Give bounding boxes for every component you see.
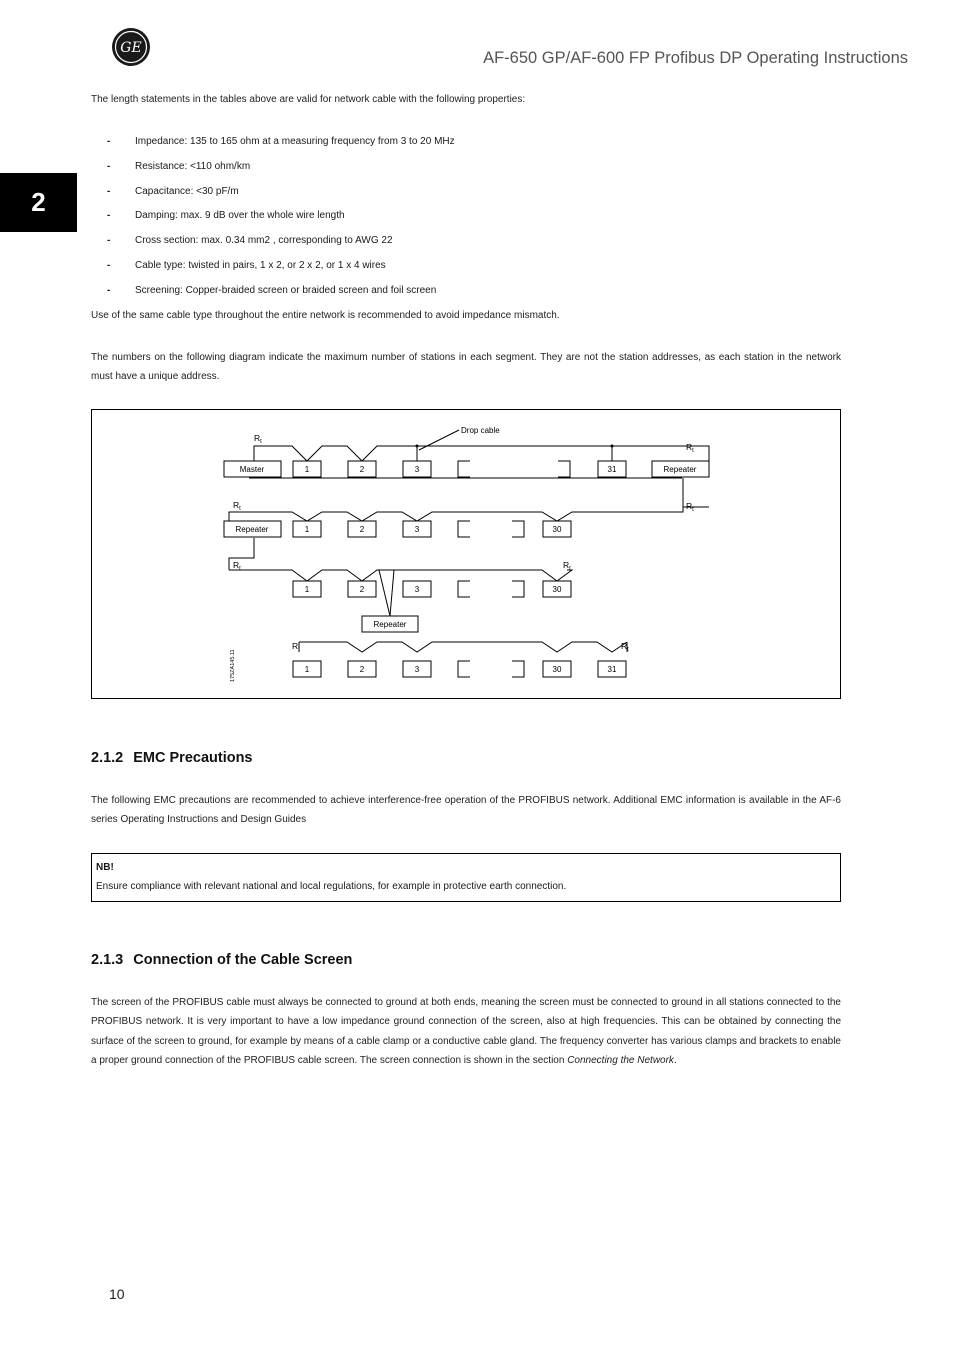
station-label: 30 [552, 525, 562, 534]
drop-cable-label: Drop cable [461, 426, 500, 435]
list-item [91, 206, 791, 231]
station-label: 30 [552, 585, 562, 594]
list-item [91, 132, 791, 157]
bullet-marker: - [107, 160, 111, 172]
bullet-marker: - [107, 210, 111, 222]
page-number: 10 [109, 1286, 125, 1302]
repeater-label: Repeater [663, 465, 697, 474]
repeater-label: Repeater [235, 525, 269, 534]
station-label: 1 [304, 465, 310, 474]
list-item-text: Impedance: 135 to 165 ohm at a measuring frequency from 3 to 20 MHz [135, 136, 455, 147]
list-item [91, 256, 791, 281]
section-reference: Connecting the Network [567, 1055, 674, 1067]
terminator-label: $R_t$ [233, 560, 241, 572]
note-text: Ensure compliance with relevant national and local regulations, for example in protective earth connection. [96, 881, 567, 892]
list-item [91, 231, 791, 256]
station-label: 2 [359, 665, 365, 674]
repeater-label: Repeater [373, 620, 407, 629]
station-label: 1 [304, 585, 310, 594]
network-diagram-svg [92, 410, 840, 698]
bullet-marker: - [107, 284, 111, 296]
logo-text: GE [120, 40, 142, 56]
list-item [91, 182, 791, 207]
note-label: NB! [96, 862, 114, 873]
bullet-marker: - [107, 185, 111, 197]
station-label: 3 [414, 525, 420, 534]
network-diagram [91, 409, 841, 699]
terminator-label: $R_t$ [686, 501, 694, 513]
station-label: 1 [304, 525, 310, 534]
station-label: 2 [359, 465, 365, 474]
cable-screen-text-end: . [673, 1055, 677, 1067]
list-item-text: Screening: Copper-braided screen or braided screen and foil screen [135, 284, 437, 296]
terminator-label: $R_t$ [254, 433, 262, 445]
section-number: 2.1.3 [91, 952, 124, 968]
section-number: 2.1.2 [91, 750, 124, 766]
station-label: 2 [359, 585, 365, 594]
cable-screen-paragraph [91, 993, 841, 1071]
section-heading-emc [91, 750, 253, 766]
document-title: AF-650 GP/AF-600 FP Profibus DP Operating Instructions [483, 49, 908, 67]
station-label: 3 [414, 465, 420, 474]
station-label: 31 [607, 665, 617, 674]
terminator-label: $R_t$ [686, 442, 694, 454]
list-item [91, 157, 791, 182]
bullet-marker: - [107, 136, 111, 147]
note-box [91, 853, 841, 902]
terminator-label: $R_t$ [233, 500, 241, 512]
emc-paragraph: The following EMC precautions are recommended to achieve interference-free operation of the PROFIBUS network. Additional EMC information is available in the AF-6 series Operating Instructions and Design Guides [91, 795, 841, 826]
cable-properties-list [91, 132, 791, 306]
master-label: Master [239, 465, 265, 474]
station-label: 2 [359, 525, 365, 534]
section-heading-cable-screen [91, 952, 352, 968]
list-item-text: Damping: max. 9 dB over the whole wire length [135, 210, 345, 222]
same-cable-paragraph: Use of the same cable type throughout the entire network is recommended to avoid impedance mismatch. [91, 310, 560, 321]
bullet-marker: - [107, 259, 111, 271]
station-label: 30 [552, 665, 562, 674]
intro-paragraph: The length statements in the tables above are valid for network cable with the following properties: [91, 94, 526, 105]
drawing-code: 175ZA145.11 [230, 649, 236, 682]
chapter-tab: 2 [0, 173, 77, 232]
list-item-text: Resistance: <110 ohm/km [135, 160, 251, 172]
bullet-marker: - [107, 235, 111, 247]
numbers-paragraph: The numbers on the following diagram indicate the maximum number of stations in each segment. They are not the station addresses, as each station in the network must have a unique address. [91, 352, 841, 383]
terminator-label: $R_t$ [292, 641, 300, 653]
section-title: EMC Precautions [133, 750, 253, 766]
station-label: 1 [304, 665, 310, 674]
ge-logo [111, 27, 151, 67]
list-item-text: Capacitance: <30 pF/m [135, 185, 239, 197]
list-item-text: Cable type: twisted in pairs, 1 x 2, or 2 x 2, or 1 x 4 wires [135, 259, 386, 271]
terminator-label: $R_t$ [621, 641, 629, 653]
list-item-text: Cross section: max. 0.34 mm2 , corresponding to AWG 22 [135, 235, 393, 247]
station-label: 3 [414, 665, 420, 674]
section-title: Connection of the Cable Screen [133, 952, 353, 968]
cable-screen-text: The screen of the PROFIBUS cable must always be connected to ground at both ends, meaning the screen must be connected to ground in all stations connected to the PROFIBUS network. It is very important to have a low impedance ground connection of the screen, also at high frequencies. This can be obtained by connecting the surface of the screen to ground, for example by means of a cable clamp or a conductive cable gland. The frequency converter has various clamps and brackets to enable a proper ground connection of the PROFIBUS cable screen. The screen connection is shown in the section [91, 997, 841, 1067]
terminator-label: $R_t$ [563, 560, 571, 572]
list-item [91, 281, 791, 306]
station-label: 31 [607, 465, 617, 474]
station-label: 3 [414, 585, 420, 594]
